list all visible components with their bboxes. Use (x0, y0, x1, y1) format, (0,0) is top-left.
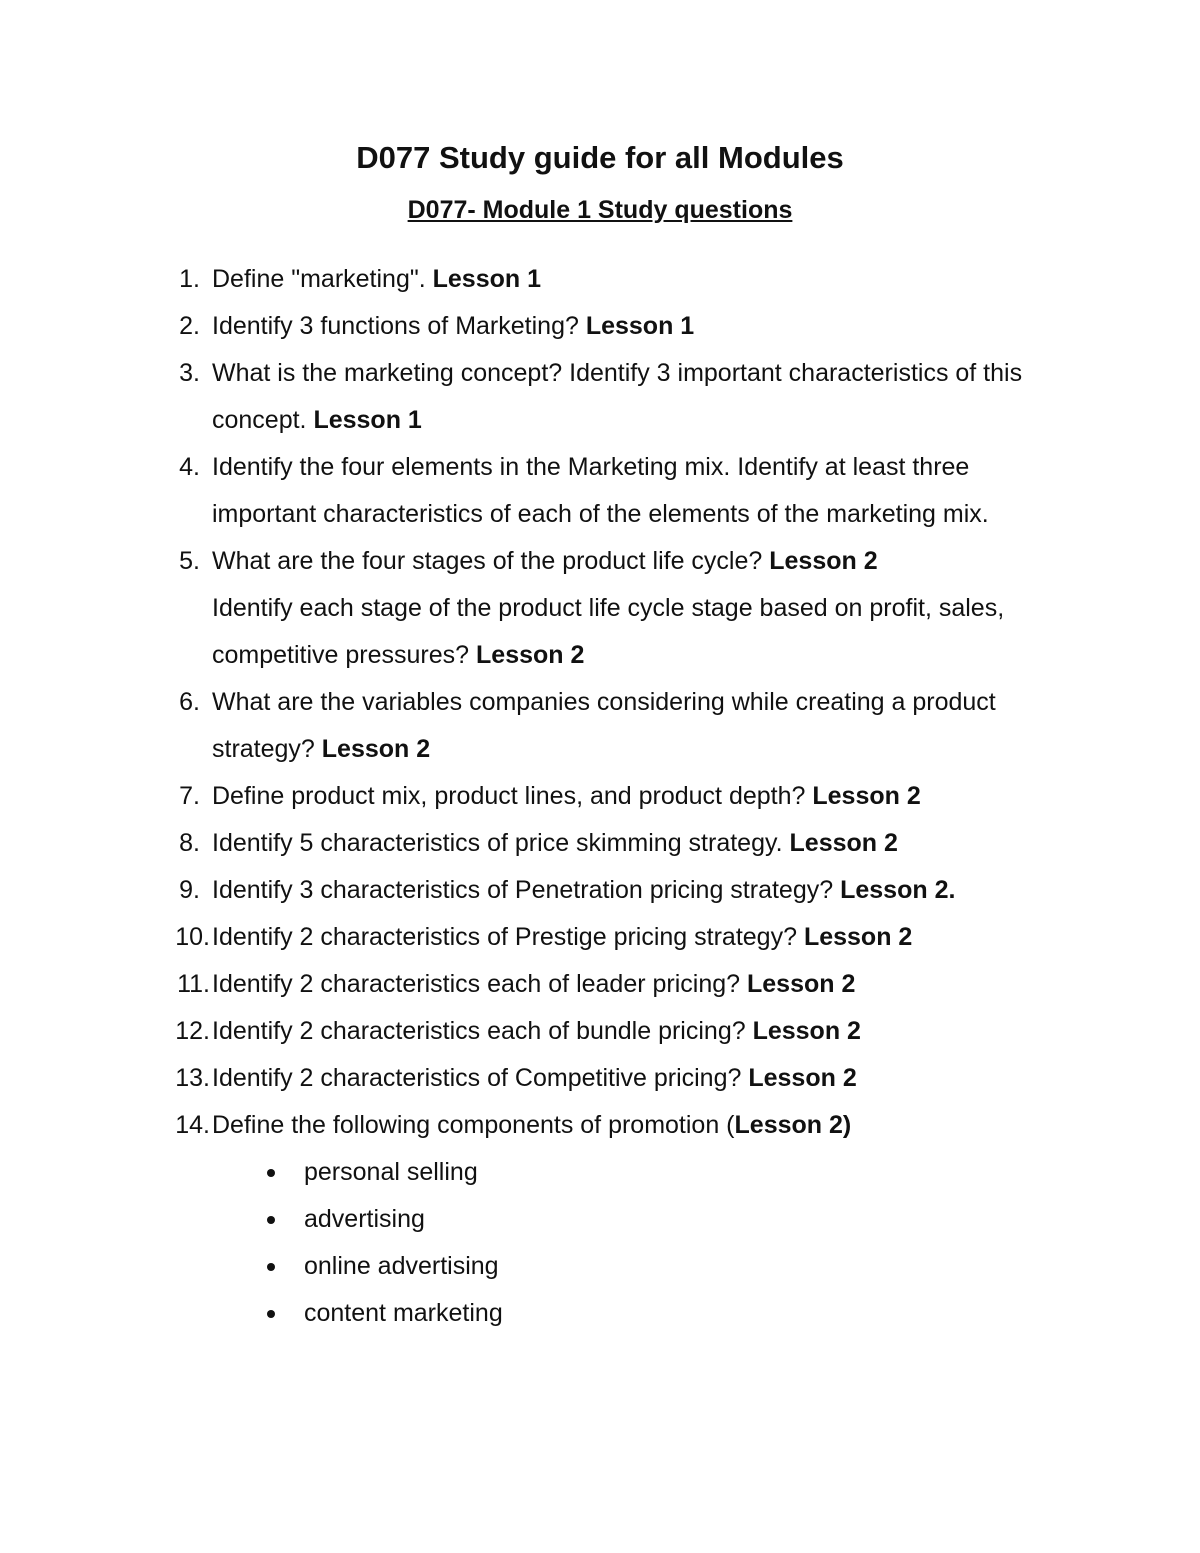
question-text: Identify 2 characteristics each of leader pricing? (212, 970, 747, 998)
question-text: What are the four stages of the product life cycle? (212, 547, 770, 575)
bullet-icon (267, 1169, 275, 1177)
question-item (0, 1102, 1072, 1337)
question-number: 6. (179, 688, 200, 716)
bullet-icon (267, 1216, 275, 1224)
lesson-label: Lesson 2 (321, 735, 431, 763)
question-number: 12. (175, 1017, 210, 1045)
question-item (0, 961, 1072, 1008)
module-heading: D077- Module 1 Study questions (407, 196, 793, 224)
question-text-continued: Identify each stage of the product life cycle stage based on profit, sales, competitive pressures? (212, 594, 1005, 669)
question-number: 9. (179, 876, 200, 904)
question-item (0, 1055, 1072, 1102)
question-number: 1. (179, 265, 200, 293)
bullet-text: online advertising (304, 1252, 499, 1280)
question-text: Identify 3 functions of Marketing? (212, 312, 586, 340)
lesson-label: Lesson 1 (313, 406, 422, 434)
document-title: D077 Study guide for all Modules (356, 140, 844, 175)
bullet-item (212, 1290, 1072, 1337)
question-item (0, 350, 1072, 444)
question-item (0, 679, 1072, 773)
question-text: Identify 2 characteristics each of bundle pricing? (212, 1017, 753, 1045)
bullet-text: personal selling (304, 1158, 478, 1186)
question-text: Identify 2 characteristics of Prestige pricing strategy? (212, 923, 804, 951)
bullet-icon (267, 1310, 275, 1318)
bullet-icon (267, 1263, 275, 1271)
question-number: 11. (177, 970, 210, 998)
lesson-label: Lesson 1 (432, 265, 541, 293)
question-list (0, 256, 1200, 1337)
question-number: 8. (179, 829, 200, 857)
question-number: 10. (175, 923, 210, 951)
lesson-label: Lesson 2 (769, 547, 878, 575)
question-text: Define "marketing". (212, 265, 433, 293)
bullet-item (212, 1196, 1072, 1243)
question-number: 7. (179, 782, 200, 810)
promotion-components-list (212, 1149, 1072, 1337)
question-text: Identify 2 characteristics of Competitive pricing? (212, 1064, 749, 1092)
question-text: What is the marketing concept? Identify 3 important characteristics of this concept. (212, 359, 1023, 434)
lesson-label: Lesson 1 (585, 312, 695, 340)
lesson-label: Lesson 2 (789, 829, 898, 857)
question-number: 14. (175, 1111, 210, 1139)
question-item (0, 773, 1072, 820)
question-text: Identify the four elements in the Marketing mix. Identify at least three important characteristics of each of the elements of the marketing mix. (212, 453, 989, 528)
question-item (0, 303, 1072, 350)
question-item (0, 256, 1072, 303)
lesson-label: Lesson 2 (752, 1017, 861, 1045)
question-item (0, 538, 1072, 679)
question-number: 4. (179, 453, 200, 481)
question-text: Identify 3 characteristics of Penetration pricing strategy? (212, 876, 841, 904)
question-text: What are the variables companies considering while creating a product strategy? (212, 688, 996, 763)
question-number: 5. (179, 547, 200, 575)
question-number: 2. (179, 312, 200, 340)
question-text: Identify 5 characteristics of price skimming strategy. (212, 829, 790, 857)
question-item (0, 1008, 1072, 1055)
question-item (0, 444, 1072, 538)
question-number: 13. (175, 1064, 210, 1092)
lesson-label: Lesson 2 (748, 1064, 857, 1092)
question-item (0, 867, 1072, 914)
lesson-label: Lesson 2 (747, 970, 856, 998)
bullet-text: content marketing (304, 1299, 503, 1327)
lesson-label: Lesson 2. (840, 876, 956, 904)
bullet-item (212, 1149, 1072, 1196)
bullet-item (212, 1243, 1072, 1290)
lesson-label: Lesson 2) (734, 1111, 852, 1139)
question-number: 3. (179, 359, 200, 387)
lesson-label: Lesson 2 (476, 641, 585, 669)
lesson-label: Lesson 2 (812, 782, 921, 810)
bullet-text: advertising (304, 1205, 425, 1233)
question-item (0, 820, 1072, 867)
lesson-label: Lesson 2 (803, 923, 913, 951)
question-item (0, 914, 1072, 961)
question-text: Define the following components of promotion ( (212, 1111, 735, 1139)
question-text: Define product mix, product lines, and product depth? (212, 782, 813, 810)
